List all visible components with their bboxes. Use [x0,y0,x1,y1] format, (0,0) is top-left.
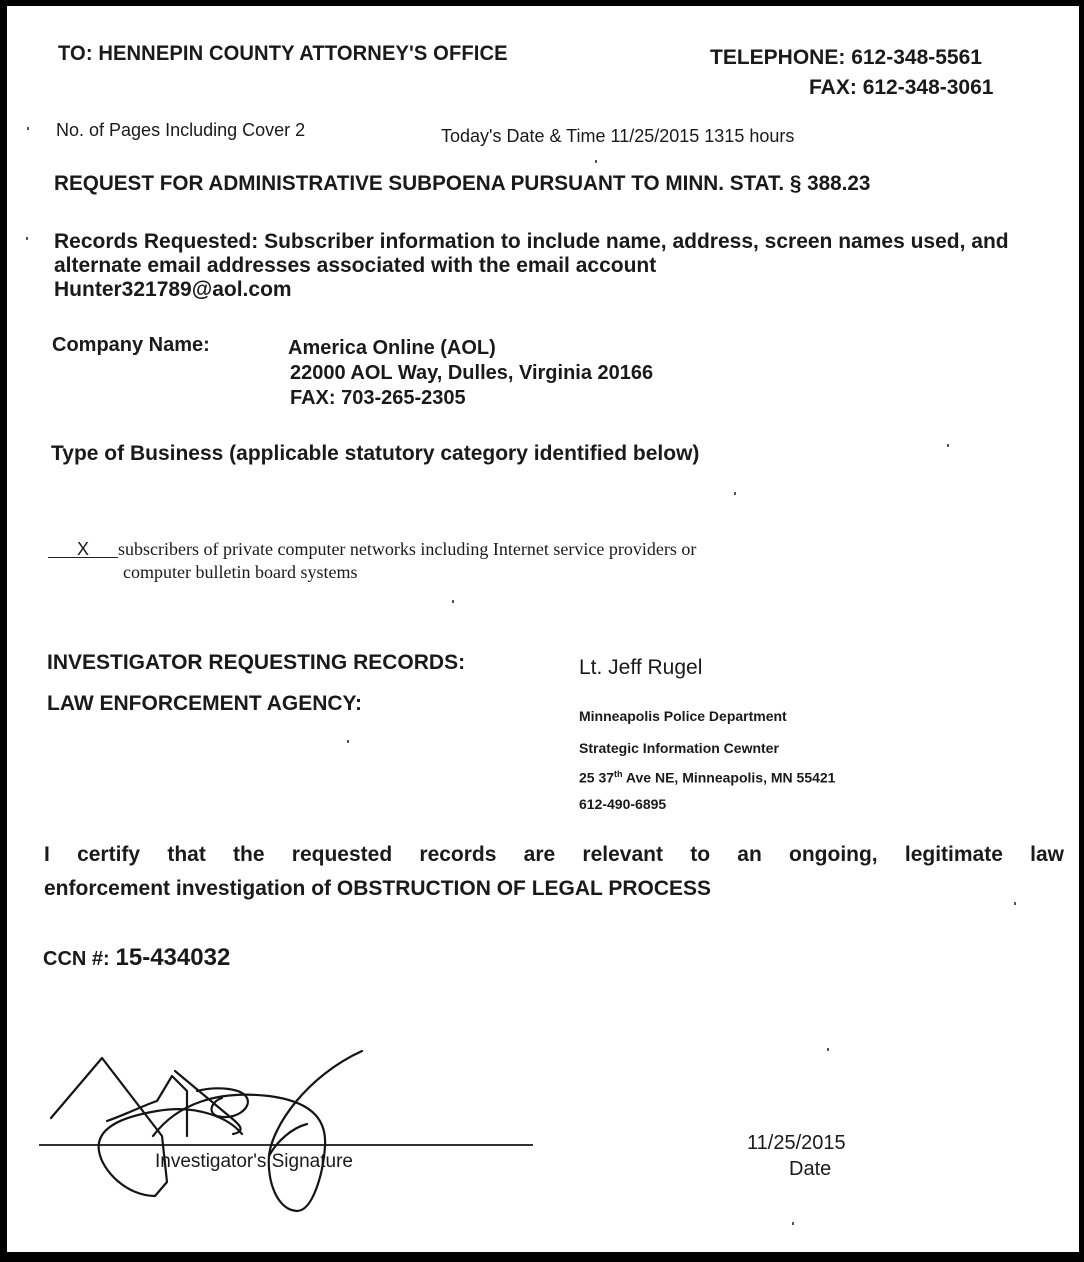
offense-name: OBSTRUCTION OF LEGAL PROCESS [336,877,712,900]
page-count-line [56,120,305,141]
scan-speck [827,1048,829,1051]
document-title: REQUEST FOR ADMINISTRATIVE SUBPOENA PURSUANT TO MINN. STAT. § 388.23 [54,172,871,195]
telephone-line [710,46,982,70]
company-label: Company Name: [52,334,210,356]
date-label: Date [789,1158,832,1180]
telephone-number: 612-348-5561 [851,46,982,69]
company-block [288,336,653,411]
certification-statement [44,838,1064,906]
fax-number: 612-348-3061 [862,76,994,99]
ccn-label: CCN #: [43,948,110,970]
certification-line2-prefix: enforcement investigation of [44,877,337,900]
records-requested-label: Records Requested: [54,230,259,253]
page-count-label: No. of Pages Including Cover [56,120,291,140]
scan-speck [947,444,949,447]
date-time-value: 11/25/2015 1315 hours [610,126,795,146]
scan-speck [595,160,597,163]
scan-speck [792,1222,794,1225]
date-time-line [441,126,794,147]
business-type-heading: Type of Business (applicable statutory category identified below) [51,442,700,465]
agency-block [579,703,835,817]
scan-speck [1014,902,1016,905]
certification-line1: I certify that the requested records are relevant to an ongoing, legitimate law [44,843,1064,866]
page-count-value: 2 [295,120,306,140]
company-address: 22000 AOL Way, Dulles, Virginia 20166 [290,362,654,384]
agency-address-number: 25 37 [579,769,615,786]
agency-name: Minneapolis Police Department [579,708,787,724]
recipient-line: TO: HENNEPIN COUNTY ATTORNEY'S OFFICE [58,42,508,65]
signature-label: Investigator's Signature [155,1151,353,1172]
category-check-mark: X [48,541,118,558]
fax-line [809,76,993,100]
scan-speck [347,740,349,743]
signature-date: 11/25/2015 [747,1132,846,1154]
company-fax: FAX: 703-265-2305 [290,387,466,409]
agency-phone: 612-490-6895 [579,795,667,812]
ccn-value: 15-434032 [115,944,231,971]
agency-address-ordinal: th [614,769,623,779]
agency-address-rest: Ave NE, Minneapolis, MN 55421 [622,769,836,786]
scan-speck [734,492,736,495]
fax-cover-page [7,6,1079,1252]
date-time-label: Today's Date & Time [441,126,606,146]
signature-line [39,1144,533,1146]
investigator-name: Lt. Jeff Rugel [579,656,703,679]
records-requested [54,230,1014,302]
investigator-label: INVESTIGATOR REQUESTING RECORDS: [47,651,466,674]
category-text-line1: subscribers of private computer networks including Internet service providers or [118,539,697,559]
email-account: Hunter321789@aol.com [54,278,292,301]
fax-label: FAX: [809,76,857,99]
scan-speck [27,127,29,130]
category-text-line2: computer bulletin board systems [123,562,358,582]
scan-speck [26,237,28,240]
ccn-line [43,944,230,972]
agency-unit: Strategic Information Cewnter [579,740,779,756]
records-requested-text: Subscriber information to include name, address, screen names used, and alternate email addresses associated with the email account [54,230,1009,277]
business-category-line [48,538,696,560]
agency-label: LAW ENFORCEMENT AGENCY: [47,692,362,715]
company-name: America Online (AOL) [288,337,496,359]
scan-speck [452,600,454,603]
telephone-label: TELEPHONE: [710,46,846,69]
agency-address [579,761,835,791]
